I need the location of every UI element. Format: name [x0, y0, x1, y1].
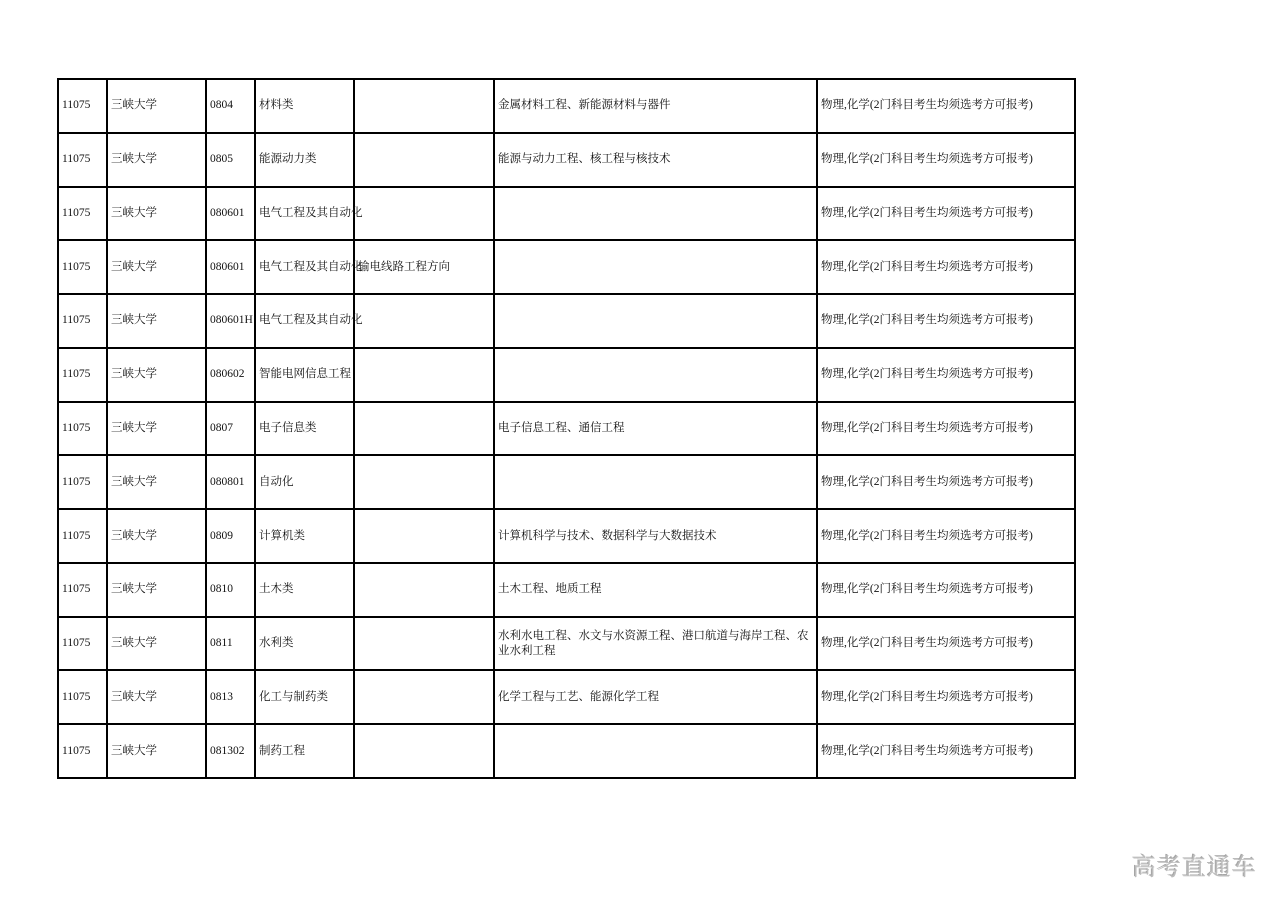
- cell-subject-requirements: 物理,化学(2门科目考生均须选考方可报考): [817, 79, 1075, 133]
- cell-major-name: 自动化: [255, 455, 354, 509]
- cell-major-direction: [354, 617, 494, 671]
- cell-major-code: 0813: [206, 670, 255, 724]
- cell-major-name: 电气工程及其自动化: [255, 187, 354, 241]
- table-body: [58, 79, 1075, 778]
- cell-subject-requirements: 物理,化学(2门科目考生均须选考方可报考): [817, 240, 1075, 294]
- table-row: [58, 79, 1075, 133]
- table-row: [58, 402, 1075, 456]
- cell-major-code: 0809: [206, 509, 255, 563]
- cell-school-name: 三峡大学: [107, 240, 206, 294]
- cell-major-name: 电子信息类: [255, 402, 354, 456]
- cell-subject-requirements: 物理,化学(2门科目考生均须选考方可报考): [817, 617, 1075, 671]
- cell-school-code: 11075: [58, 348, 107, 402]
- cell-major-direction: [354, 563, 494, 617]
- cell-included-majors: 土木工程、地质工程: [494, 563, 817, 617]
- table-row: [58, 240, 1075, 294]
- gaokao-zhitongche-watermark: 高考直通车: [1132, 854, 1257, 881]
- cell-major-code: 0804: [206, 79, 255, 133]
- cell-major-direction: [354, 348, 494, 402]
- cell-school-name: 三峡大学: [107, 670, 206, 724]
- cell-major-direction: [354, 133, 494, 187]
- table-row: [58, 294, 1075, 348]
- cell-major-code: 0810: [206, 563, 255, 617]
- cell-school-name: 三峡大学: [107, 563, 206, 617]
- cell-major-code: 080601H: [206, 294, 255, 348]
- cell-included-majors: 电子信息工程、通信工程: [494, 402, 817, 456]
- cell-major-direction: [354, 79, 494, 133]
- cell-school-name: 三峡大学: [107, 617, 206, 671]
- cell-school-name: 三峡大学: [107, 187, 206, 241]
- cell-major-direction: [354, 455, 494, 509]
- cell-major-name: 智能电网信息工程: [255, 348, 354, 402]
- table-row: [58, 348, 1075, 402]
- cell-major-name: 能源动力类: [255, 133, 354, 187]
- table-row: [58, 187, 1075, 241]
- cell-school-code: 11075: [58, 617, 107, 671]
- cell-subject-requirements: 物理,化学(2门科目考生均须选考方可报考): [817, 455, 1075, 509]
- cell-school-code: 11075: [58, 240, 107, 294]
- cell-major-name: 化工与制药类: [255, 670, 354, 724]
- cell-school-name: 三峡大学: [107, 133, 206, 187]
- cell-subject-requirements: 物理,化学(2门科目考生均须选考方可报考): [817, 670, 1075, 724]
- cell-included-majors: [494, 455, 817, 509]
- cell-included-majors: 计算机科学与技术、数据科学与大数据技术: [494, 509, 817, 563]
- cell-school-name: 三峡大学: [107, 509, 206, 563]
- cell-major-name: 电气工程及其自动化: [255, 240, 354, 294]
- cell-subject-requirements: 物理,化学(2门科目考生均须选考方可报考): [817, 294, 1075, 348]
- cell-school-name: 三峡大学: [107, 724, 206, 778]
- table-row: [58, 724, 1075, 778]
- table-row: [58, 563, 1075, 617]
- table-row: [58, 455, 1075, 509]
- cell-included-majors: [494, 724, 817, 778]
- cell-school-name: 三峡大学: [107, 402, 206, 456]
- cell-major-code: 080801: [206, 455, 255, 509]
- cell-school-name: 三峡大学: [107, 79, 206, 133]
- cell-included-majors: 水利水电工程、水文与水资源工程、港口航道与海岸工程、农业水利工程: [494, 617, 817, 671]
- cell-included-majors: [494, 240, 817, 294]
- cell-subject-requirements: 物理,化学(2门科目考生均须选考方可报考): [817, 724, 1075, 778]
- cell-major-direction: [354, 294, 494, 348]
- cell-major-code: 080602: [206, 348, 255, 402]
- cell-major-name: 制药工程: [255, 724, 354, 778]
- cell-major-code: 080601: [206, 187, 255, 241]
- cell-major-direction: [354, 724, 494, 778]
- cell-major-direction: [354, 509, 494, 563]
- cell-major-name: 水利类: [255, 617, 354, 671]
- cell-school-code: 11075: [58, 563, 107, 617]
- cell-major-name: 土木类: [255, 563, 354, 617]
- cell-major-code: 0805: [206, 133, 255, 187]
- cell-subject-requirements: 物理,化学(2门科目考生均须选考方可报考): [817, 402, 1075, 456]
- cell-school-code: 11075: [58, 455, 107, 509]
- cell-included-majors: [494, 348, 817, 402]
- cell-subject-requirements: 物理,化学(2门科目考生均须选考方可报考): [817, 348, 1075, 402]
- table-row: [58, 617, 1075, 671]
- cell-included-majors: [494, 187, 817, 241]
- table-row: [58, 509, 1075, 563]
- cell-subject-requirements: 物理,化学(2门科目考生均须选考方可报考): [817, 563, 1075, 617]
- cell-subject-requirements: 物理,化学(2门科目考生均须选考方可报考): [817, 509, 1075, 563]
- cell-included-majors: 化学工程与工艺、能源化学工程: [494, 670, 817, 724]
- cell-school-name: 三峡大学: [107, 455, 206, 509]
- cell-major-name: 电气工程及其自动化: [255, 294, 354, 348]
- cell-school-code: 11075: [58, 187, 107, 241]
- cell-subject-requirements: 物理,化学(2门科目考生均须选考方可报考): [817, 187, 1075, 241]
- cell-school-code: 11075: [58, 133, 107, 187]
- cell-major-code: 0807: [206, 402, 255, 456]
- cell-major-direction: [354, 670, 494, 724]
- cell-major-code: 0811: [206, 617, 255, 671]
- cell-school-code: 11075: [58, 294, 107, 348]
- cell-subject-requirements: 物理,化学(2门科目考生均须选考方可报考): [817, 133, 1075, 187]
- table-row: [58, 670, 1075, 724]
- cell-school-code: 11075: [58, 402, 107, 456]
- cell-school-name: 三峡大学: [107, 294, 206, 348]
- cell-major-direction: [354, 402, 494, 456]
- cell-major-code: 080601: [206, 240, 255, 294]
- table-row: [58, 133, 1075, 187]
- admission-requirements-table: [57, 78, 1076, 779]
- cell-major-name: 计算机类: [255, 509, 354, 563]
- cell-school-code: 11075: [58, 509, 107, 563]
- cell-major-name: 材料类: [255, 79, 354, 133]
- cell-major-code: 081302: [206, 724, 255, 778]
- cell-included-majors: 金属材料工程、新能源材料与器件: [494, 79, 817, 133]
- cell-included-majors: 能源与动力工程、核工程与核技术: [494, 133, 817, 187]
- cell-school-code: 11075: [58, 79, 107, 133]
- cell-school-name: 三峡大学: [107, 348, 206, 402]
- cell-major-direction: [354, 187, 494, 241]
- cell-included-majors: [494, 294, 817, 348]
- cell-school-code: 11075: [58, 670, 107, 724]
- cell-major-direction: 输电线路工程方向: [354, 240, 494, 294]
- cell-school-code: 11075: [58, 724, 107, 778]
